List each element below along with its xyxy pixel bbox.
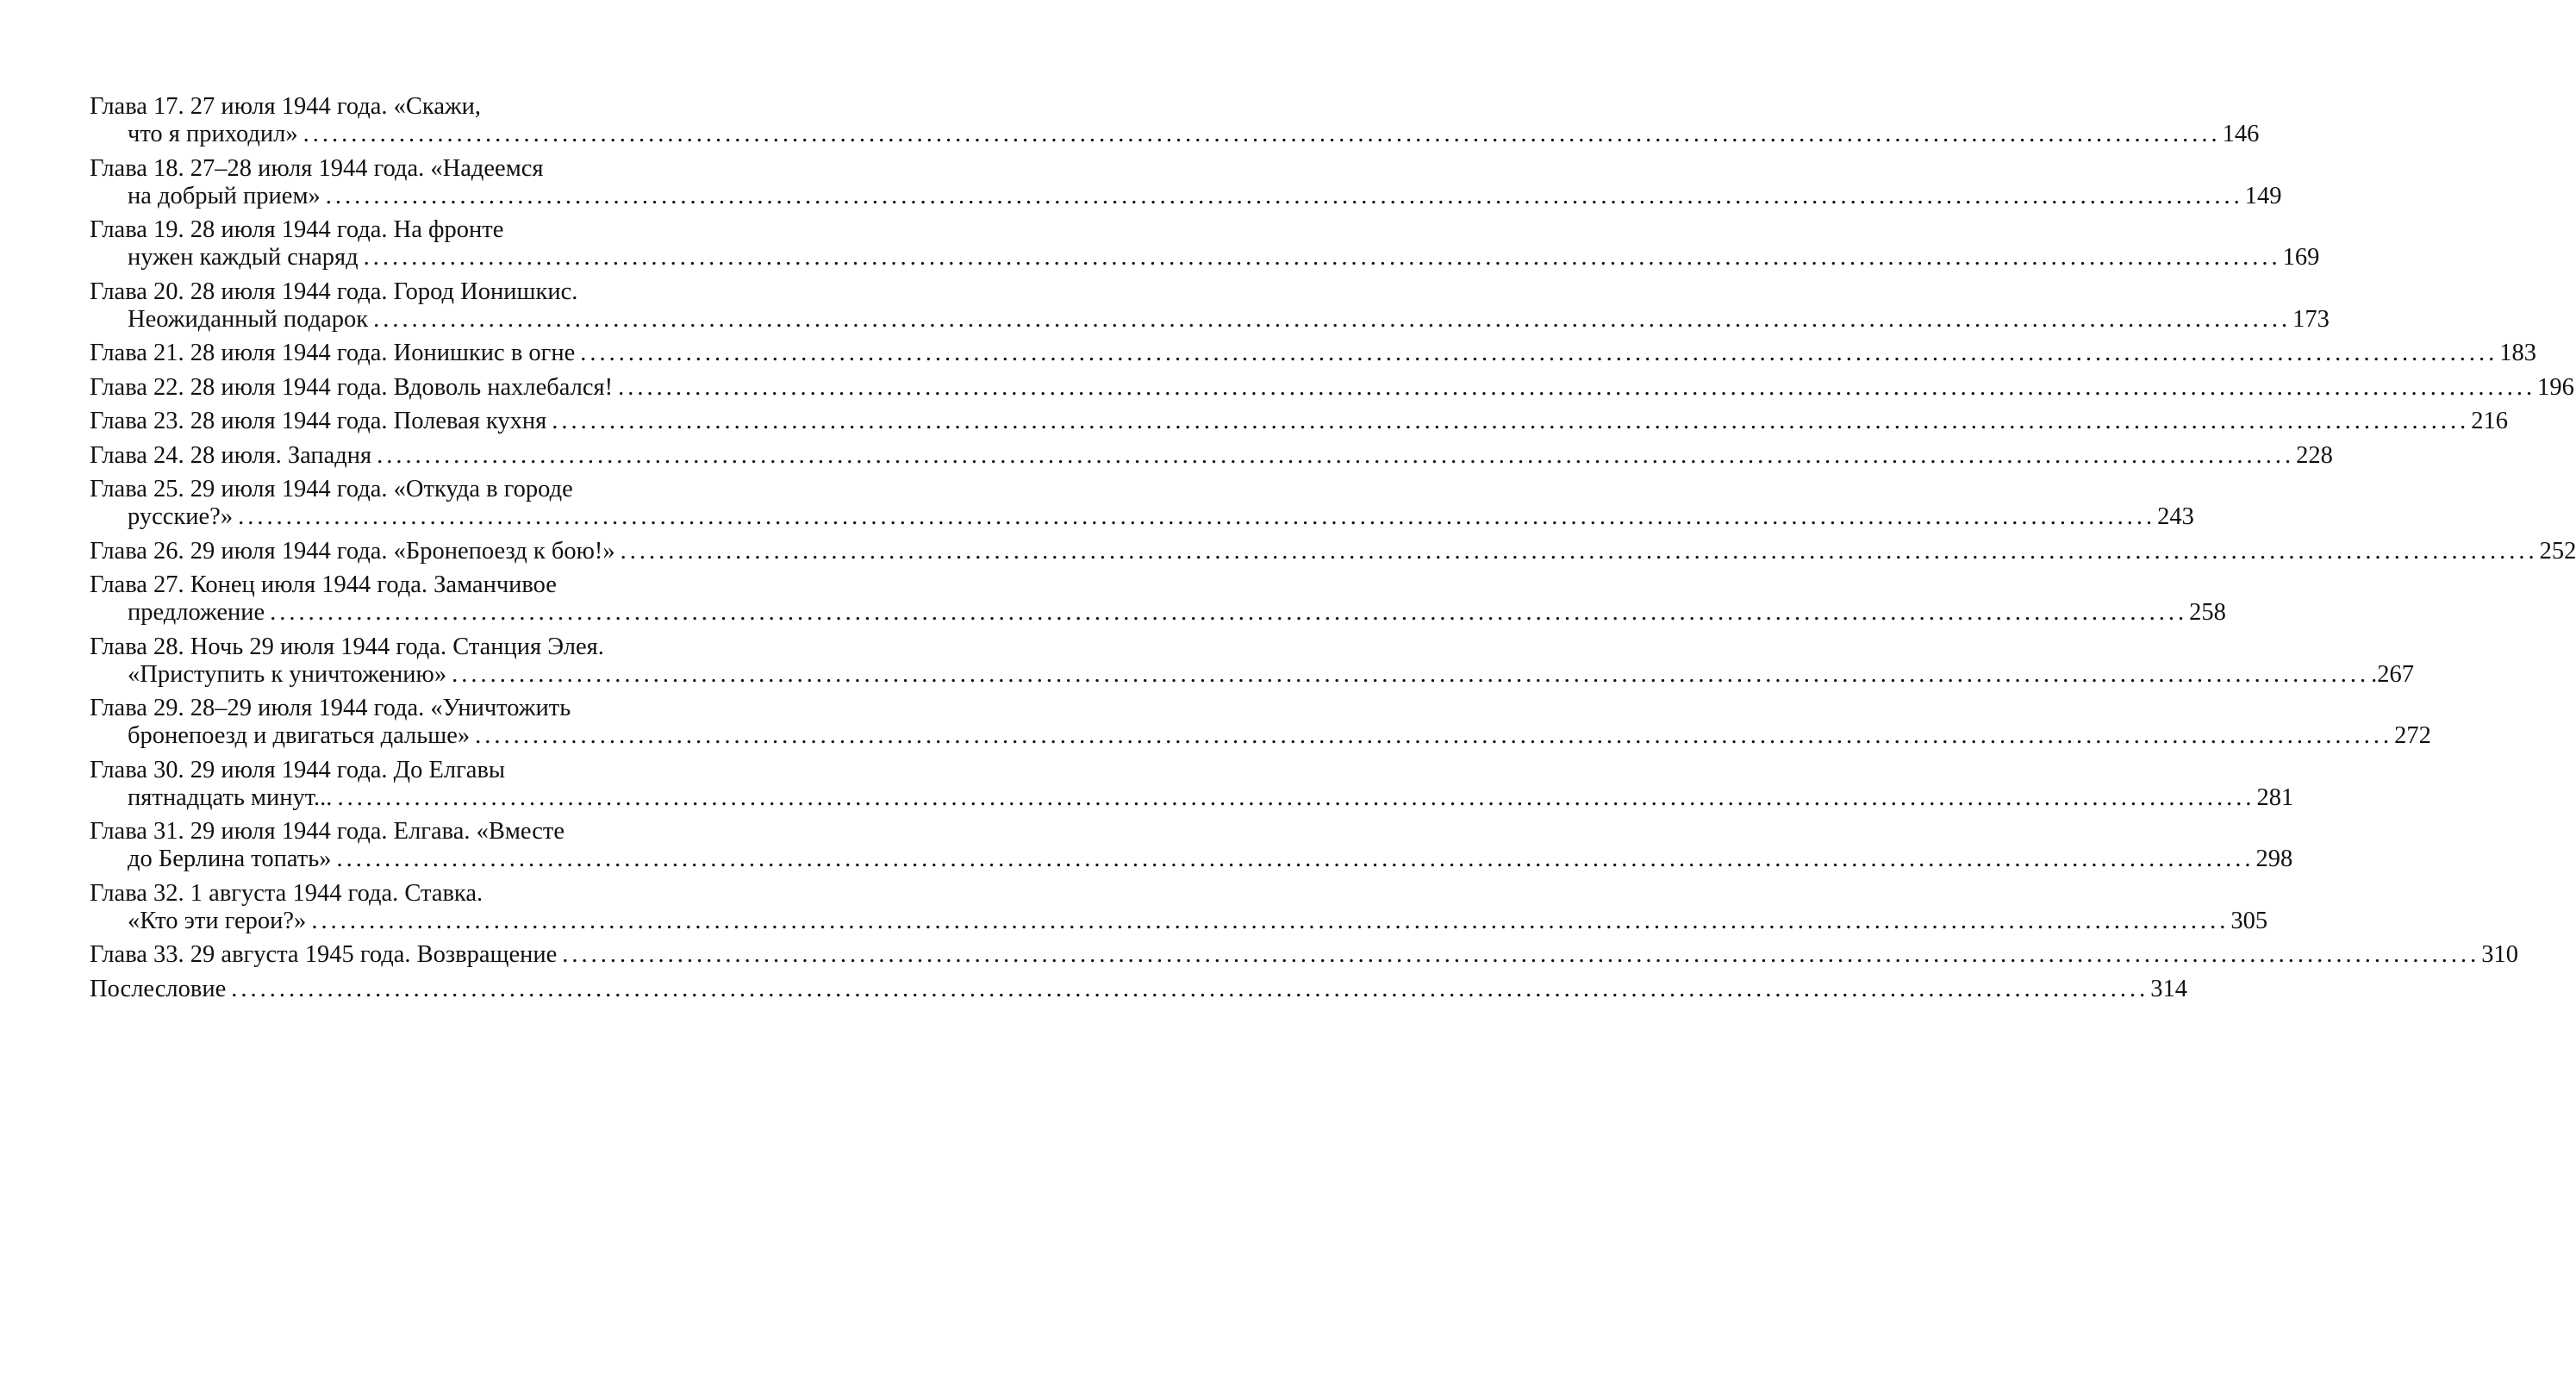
page-number: 305 xyxy=(2230,907,2268,934)
dot-leader: ........................................................................................................................................................................................................ xyxy=(325,182,2243,209)
chapter-heading: Глава 17. 27 июля 1944 года. «Скажи, xyxy=(90,93,482,120)
chapter-subtitle: бронепоезд и двигаться дальше» xyxy=(128,722,471,749)
chapter-heading: Глава 18. 27–28 июля 1944 года. «Надеемся xyxy=(90,154,544,182)
page-number: 196 xyxy=(2537,373,2574,401)
chapter-heading: Глава 28. Ночь 29 июля 1944 года. Станция Элея. xyxy=(90,633,604,660)
chapter-title: Глава 33. 29 августа 1945 года. Возвращение xyxy=(90,941,558,968)
dot-leader: ........................................................................................................................................................................................................ xyxy=(303,121,2221,147)
toc-entry-afterword xyxy=(90,975,2188,1003)
toc-entry-25 xyxy=(90,476,2194,531)
table-of-contents xyxy=(90,93,2576,1009)
toc-entry-24 xyxy=(90,441,2333,470)
toc-entry-30 xyxy=(90,756,2294,812)
dot-leader: ........................................................................................................................................................................................................ xyxy=(580,340,2498,366)
page-number: 252 xyxy=(2539,537,2576,565)
chapter-title: Глава 21. 28 июля 1944 года. Ионишкис в огне xyxy=(90,340,576,366)
toc-entry-31 xyxy=(90,818,2293,873)
toc-entry-20 xyxy=(90,278,2330,334)
dot-leader: ........................................................................................................................................................................................................ xyxy=(231,975,2149,1002)
toc-entry-33 xyxy=(90,941,2519,969)
chapter-heading: Глава 31. 29 июля 1944 года. Елгава. «Вместе xyxy=(90,818,565,845)
toc-entry-22 xyxy=(90,373,2574,402)
page-number: 310 xyxy=(2481,941,2519,968)
chapter-subtitle: Неожиданный подарок xyxy=(128,305,369,333)
chapter-title: Глава 26. 29 июля 1944 года. «Бронепоезд к бою!» xyxy=(90,537,615,565)
dot-leader: ........................................................................................................................................................................................................ xyxy=(620,537,2538,565)
page-number: 173 xyxy=(2292,305,2330,333)
toc-entry-29 xyxy=(90,695,2431,750)
page-number: 216 xyxy=(2471,408,2509,434)
chapter-title: Глава 22. 28 июля 1944 года. Вдоволь нахлебался! xyxy=(90,373,614,401)
chapter-heading: Глава 19. 28 июля 1944 года. На фронте xyxy=(90,216,504,243)
chapter-heading: Глава 25. 29 июля 1944 года. «Откуда в городе xyxy=(90,476,573,502)
page-number: 149 xyxy=(2244,182,2282,209)
page-number: .267 xyxy=(2371,660,2414,688)
chapter-title: Глава 24. 28 июля. Западня xyxy=(90,441,372,469)
toc-entry-17 xyxy=(90,93,2260,148)
dot-leader: ........................................................................................................................................................................................................ xyxy=(552,408,2470,434)
page-number: 258 xyxy=(2189,599,2226,626)
dot-leader: ........................................................................................................................................................................................................ xyxy=(377,441,2295,469)
toc-entry-32 xyxy=(90,879,2268,935)
chapter-subtitle: нужен каждый снаряд xyxy=(128,244,359,271)
page-number: 146 xyxy=(2222,121,2260,147)
dot-leader: ........................................................................................................................................................................................................ xyxy=(562,941,2480,968)
chapter-title: Глава 23. 28 июля 1944 года. Полевая кухня xyxy=(90,408,547,434)
page-number: 183 xyxy=(2499,340,2536,366)
page-number: 169 xyxy=(2282,244,2320,271)
page-number: 298 xyxy=(2255,846,2293,872)
dot-leader: ........................................................................................................................................................................................................ xyxy=(363,244,2281,271)
toc-entry-21 xyxy=(90,340,2536,367)
page-number: 272 xyxy=(2394,722,2431,749)
chapter-heading: Глава 29. 28–29 июля 1944 года. «Уничтожить xyxy=(90,695,571,721)
dot-leader: ........................................................................................................................................................................................................ xyxy=(336,846,2255,872)
page-number: 314 xyxy=(2150,975,2188,1002)
page-number: 281 xyxy=(2256,783,2294,811)
chapter-heading: Глава 30. 29 июля 1944 года. До Елгавы xyxy=(90,756,506,783)
page-number: 243 xyxy=(2157,503,2194,530)
chapter-subtitle: что я приходил» xyxy=(128,121,298,147)
toc-entry-23 xyxy=(90,408,2509,435)
chapter-heading: Глава 32. 1 августа 1944 года. Ставка. xyxy=(90,879,483,907)
afterword-title: Послесловие xyxy=(90,975,227,1002)
chapter-subtitle: «Кто эти герои?» xyxy=(128,907,307,934)
dot-leader: ........................................................................................................................................................................................................ xyxy=(618,373,2536,401)
dot-leader: ........................................................................................................................................................................................................ xyxy=(238,503,2156,530)
toc-entry-26 xyxy=(90,537,2576,565)
chapter-heading: Глава 27. Конец июля 1944 года. Заманчивое xyxy=(90,571,557,598)
chapter-subtitle: на добрый прием» xyxy=(128,182,321,209)
page-number: 228 xyxy=(2296,441,2333,469)
chapter-heading: Глава 20. 28 июля 1944 года. Город Ионишкис. xyxy=(90,278,578,305)
chapter-subtitle: «Приступить к уничтожению» xyxy=(128,660,447,688)
dot-leader: ........................................................................................................................................................................................................ xyxy=(337,783,2255,811)
dot-leader: ........................................................................................................................................................................................................ xyxy=(475,722,2393,749)
dot-leader: ........................................................................................................................................................................................................ xyxy=(373,305,2292,333)
chapter-subtitle: пятнадцать минут... xyxy=(128,783,333,811)
toc-entry-27 xyxy=(90,571,2226,627)
toc-entry-18 xyxy=(90,154,2282,210)
dot-leader: ........................................................................................................................................................................................................ xyxy=(311,907,2230,934)
chapter-subtitle: русские?» xyxy=(128,503,234,530)
toc-entry-28 xyxy=(90,633,2414,689)
dot-leader: ........................................................................................................................................................................................................ xyxy=(452,660,2370,688)
chapter-subtitle: до Берлина топать» xyxy=(128,846,332,872)
chapter-subtitle: предложение xyxy=(128,599,265,626)
toc-entry-19 xyxy=(90,216,2320,271)
dot-leader: ........................................................................................................................................................................................................ xyxy=(270,599,2188,626)
